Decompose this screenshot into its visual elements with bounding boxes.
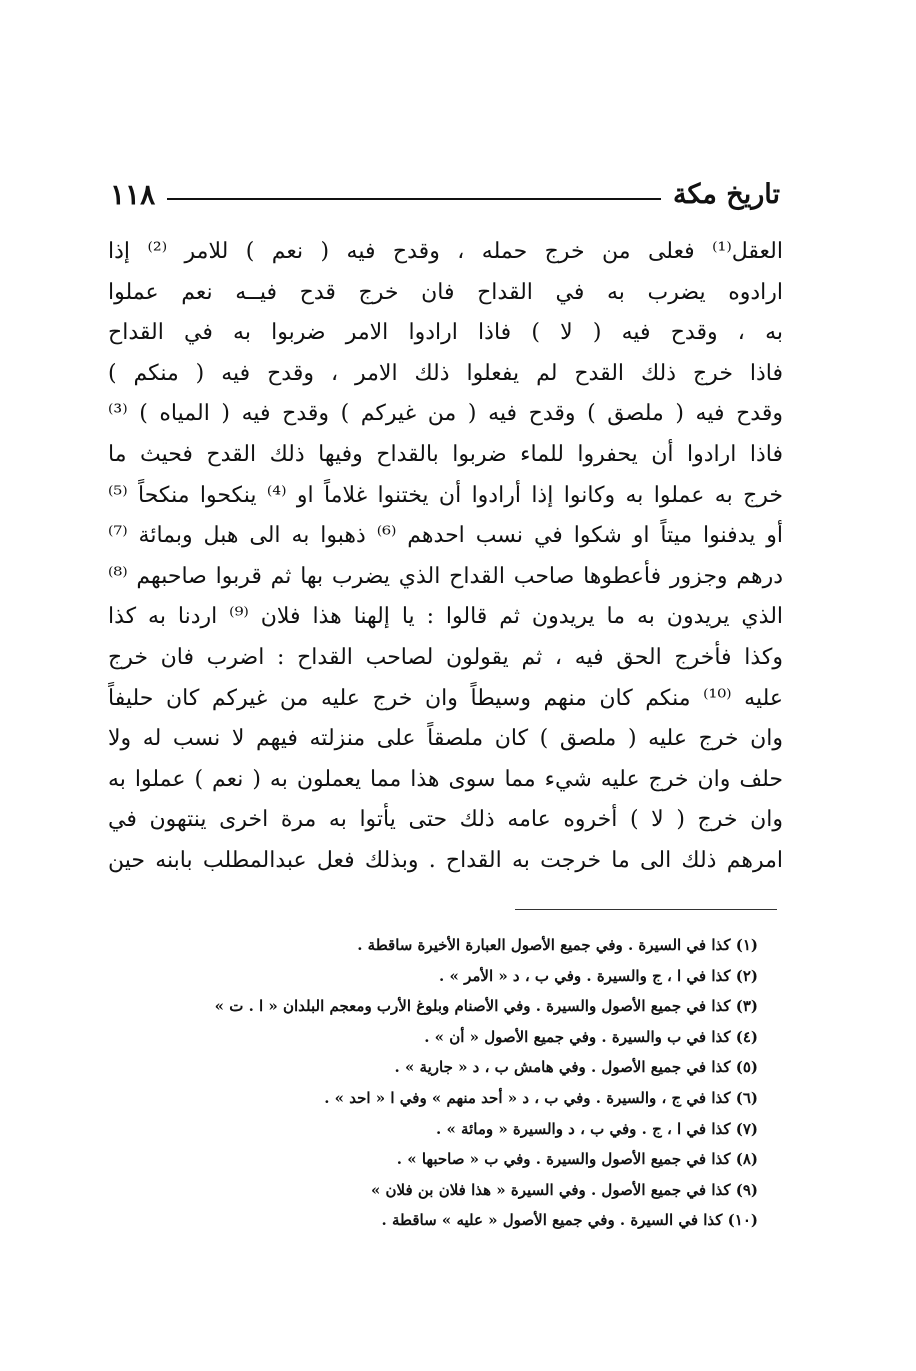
footnote: (٢) كذا في ا ، ج والسيرة . وفي ب ، د « الأمر » .	[439, 966, 758, 985]
body-line: امرهم ذلك الى ما خرجت به القداح . وبذلك فعل عبدالمطلب بابنه حين	[108, 847, 783, 873]
footnote: (٩) كذا في جميع الأصول . وفي السيرة « هذا فلان بن فلان »	[370, 1180, 758, 1199]
footnote: (٨) كذا في جميع الأصول والسيرة . وفي ب « صاحبها » .	[396, 1150, 758, 1169]
body-line: فاذا خرج ذلك القدح لم يفعلوا ذلك الامر ، وقدح فيه ( منكم )	[108, 360, 783, 386]
footnote: (٤) كذا في ب والسيرة . وفي جميع الأصول « أن » .	[424, 1027, 758, 1046]
footnote: (١) كذا في السيرة . وفي جميع الأصول العبارة الأخيرة ساقطة .	[357, 936, 758, 954]
body-line: خرج به عملوا به وكانوا إذا أرادوا أن يختنوا غلاماً او ⁽⁴⁾ ينكحوا منكحاً ⁽⁵⁾	[108, 482, 783, 508]
body-text	[108, 232, 783, 882]
page-number: ١١٨	[110, 177, 156, 211]
body-line: وقدح فيه ( ملصق ) وقدح فيه ( من غيركم ) وقدح فيه ( المياه ) ⁽³⁾	[108, 401, 783, 427]
page-header	[110, 172, 780, 216]
body-line: أو يدفنوا ميتاً او شكوا في نسب احدهم ⁽⁶⁾ ذهبوا به الى هبل وبمائة ⁽⁷⁾	[108, 523, 783, 549]
body-line: فاذا ارادوا أن يحفروا للماء ضربوا بالقداح وفيها ذلك القدح فحيث ما	[108, 441, 783, 467]
body-line: به ، وقدح فيه ( لا ) فاذا ارادوا الامر ضربوا به في القداح	[108, 320, 783, 346]
footnotes	[140, 930, 758, 1236]
footnote: (٥) كذا في جميع الأصول . وفي هامش ب ، د « جارية » .	[394, 1058, 758, 1077]
body-line: ارادوه يضرب به في القداح فان خرج قدح فيــه نعم عملوا	[108, 279, 783, 305]
body-line: الذي يريدون به ما يريدون ثم قالوا : يا إلهنا هذا فلان ⁽⁹⁾ اردنا به كذا	[108, 604, 783, 630]
body-line: وان خرج عليه ( ملصق ) كان ملصقاً على منزلته فيهم لا نسب له ولا	[108, 726, 783, 752]
body-line: درهم وجزور فأعطوها صاحب القداح الذي يضرب بها ثم قربوا صاحبهم ⁽⁸⁾	[108, 563, 783, 589]
footnote-separator	[515, 909, 777, 910]
footnote: (٦) كذا في ج ، والسيرة . وفي ب ، د « أحد منهم » وفي ا « احد » .	[324, 1088, 758, 1107]
body-line: وكذا فأخرج الحق فيه ، ثم يقولون لصاحب القداح : اضرب فان خرج	[108, 644, 783, 670]
footnote: (٣) كذا في جميع الأصول والسيرة . وفي الأصنام وبلوغ الأرب ومعجم البلدان « ا . ت »	[214, 997, 758, 1016]
footnote: (١٠) كذا في السيرة . وفي جميع الأصول « عليه » ساقطة .	[381, 1211, 758, 1230]
header-rule	[167, 198, 661, 200]
body-line: حلف وان خرج عليه شيء مما سوى هذا مما يعملون به ( نعم ) عملوا به	[108, 766, 783, 792]
footnote: (٧) كذا في ا ، ج . وفي ب ، د والسيرة « ومائة » .	[436, 1119, 758, 1138]
body-line: العقل⁽¹⁾ فعلى من خرج حمله ، وقدح فيه ( نعم ) للامر ⁽²⁾ إذا	[108, 239, 783, 264]
running-title: تاريخ مكة	[673, 178, 780, 210]
body-line: عليه ⁽¹⁰⁾ منكم كان منهم وسيطاً وان خرج عليه من غيركم كان حليفاً	[108, 685, 783, 711]
body-line: وان خرج ( لا ) أخروه عامه ذلك حتى يأتوا به مرة اخرى ينتهون في	[108, 807, 783, 833]
